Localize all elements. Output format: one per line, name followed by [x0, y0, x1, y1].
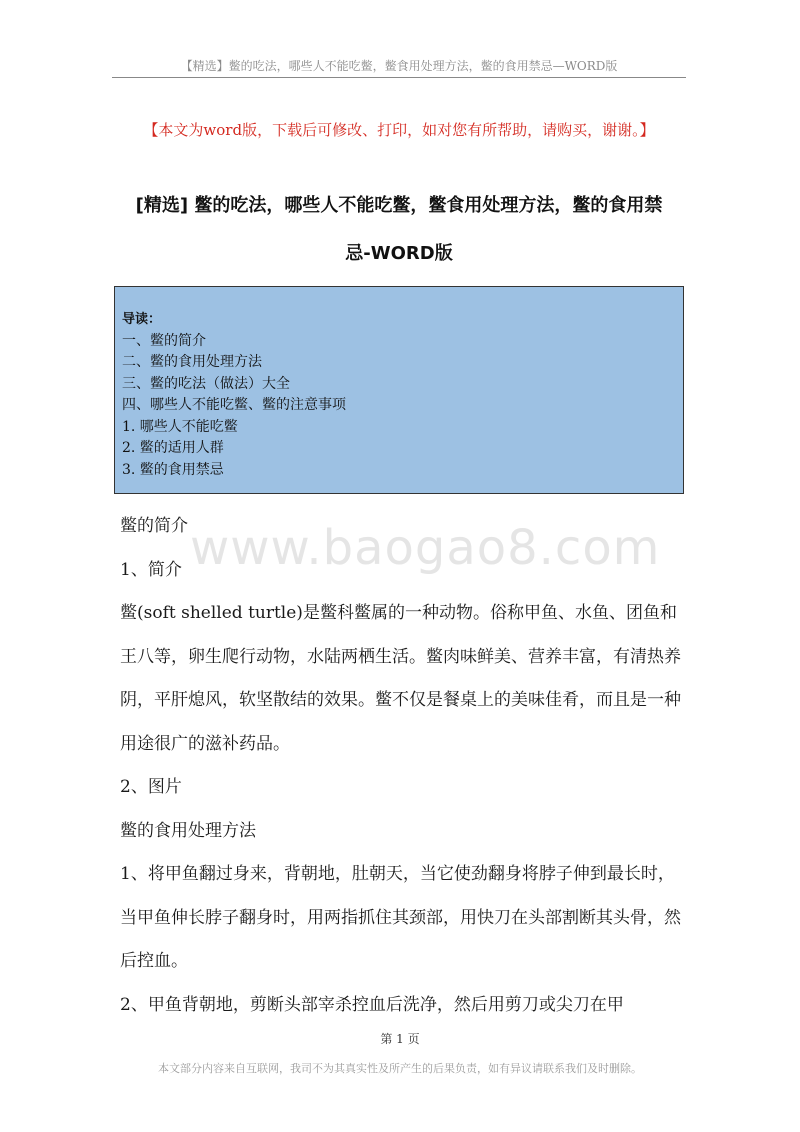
page-number: 第 1 页	[380, 1032, 420, 1046]
document-title-line-2: 忌-WORD版	[345, 243, 453, 264]
header-divider	[112, 77, 686, 78]
guide-item: 一、鳖的简介	[122, 332, 206, 349]
footer-disclaimer: 本文部分内容来自互联网，我司不为其真实性及所产生的后果负责，如有异议请联系我们及时删除。	[158, 1062, 642, 1075]
section-heading: 鳖的食用处理方法	[120, 820, 256, 841]
section-heading: 鳖的简介	[120, 516, 188, 536]
guide-box	[114, 286, 684, 494]
body-text	[120, 505, 686, 1027]
paragraph: 鳖(soft shelled turtle)是鳖科鳖属的一种动物。俗称甲鱼、水鱼、团鱼和王八等，卵生爬行动物，水陆两栖生活。鳖肉味鲜美、营养丰富，有清热养阴，平肝熄风，软坚散结的效果。鳖不仅是餐桌上的美味佳肴，而且是一种用途很广的滋补药品。	[120, 603, 681, 754]
running-header: 【精选】鳖的吃法，哪些人不能吃鳖，鳖食用处理方法，鳖的食用禁忌—WORD版	[180, 59, 618, 73]
guide-item: 四、哪些人不能吃鳖、鳖的注意事项	[122, 397, 346, 413]
guide-item: 2. 鳖的适用人群	[122, 440, 224, 456]
subsection-heading: 2、图片	[120, 777, 182, 797]
guide-item: 3. 鳖的食用禁忌	[122, 461, 224, 478]
purchase-notice: 【本文为word版，下载后可修改、打印，如对您有所帮助，请购买，谢谢。】	[143, 121, 655, 139]
document-title	[112, 182, 686, 278]
subsection-heading: 1、简介	[120, 559, 182, 580]
guide-item: 二、鳖的食用处理方法	[122, 354, 262, 370]
watermark: www.baogao8.com	[190, 520, 661, 576]
guide-item: 三、鳖的吃法（做法）大全	[122, 375, 290, 392]
guide-item: 1. 哪些人不能吃鳖	[122, 418, 238, 435]
paragraph: 2、甲鱼背朝地，剪断头部宰杀控血后洗净，然后用剪刀或尖刀在甲	[120, 994, 624, 1015]
document-title-line-1: [精选] 鳖的吃法，哪些人不能吃鳖，鳖食用处理方法，鳖的食用禁	[135, 195, 663, 216]
paragraph: 1、将甲鱼翻过身来，背朝地，肚朝天，当它使劲翻身将脖子伸到最长时，当甲鱼伸长脖子翻身时，用两指抓住其颈部，用快刀在头部割断其头骨，然后控血。	[120, 864, 681, 971]
guide-label: 导读：	[122, 312, 162, 327]
